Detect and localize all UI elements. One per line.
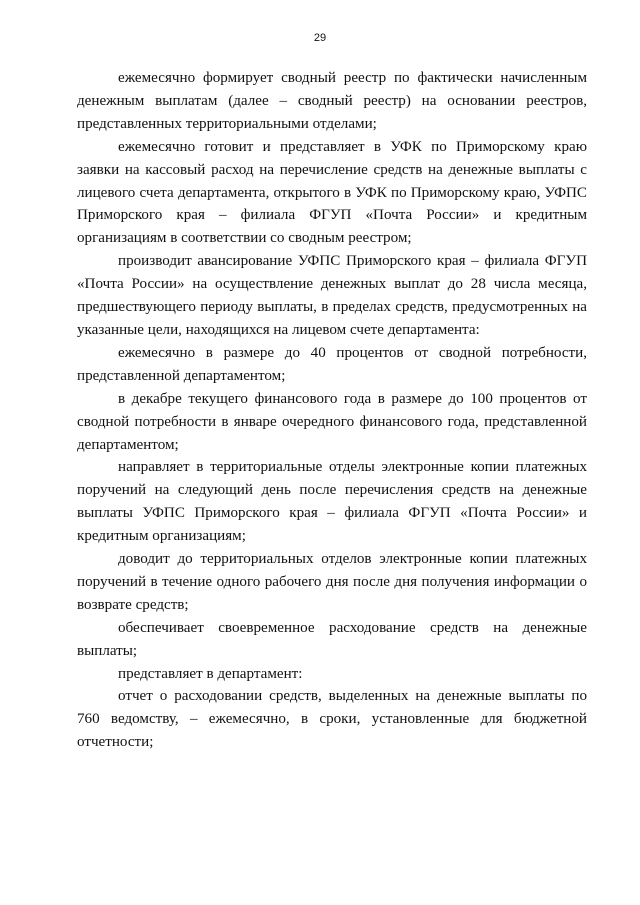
page-number: 29	[313, 32, 327, 44]
paragraph: в декабре текущего финансового года в размере до 100 процентов от сводной потребности в январе очередного финансового года, представленной департаментом;	[77, 390, 587, 453]
paragraph: ежемесячно в размере до 40 процентов от сводной потребности, представленной департаментом;	[77, 344, 587, 384]
document-body	[77, 67, 587, 754]
paragraph: доводит до территориальных отделов электронные копии платежных поручений в течение одного рабочего дня после дня получения информации о возврате средств;	[77, 551, 587, 613]
paragraph: производит авансирование УФПС Приморского края – филиала ФГУП «Почта России» на осуществление денежных выплат до 28 числа месяца, предшествующего периоду выплаты, в пределах средств, предусмотренных на указанные цели, находящихся на лицевом счете департамента:	[77, 253, 587, 338]
paragraph: ежемесячно готовит и представляет в УФК по Приморскому краю заявки на кассовый расход на перечисление средств на денежные выплаты с лицевого счета департамента, открытого в УФК по Приморскому краю, УФПС Приморского края – филиала ФГУП «Почта России» и кредитным организациям в соответствии со сводным реестром;	[77, 138, 587, 247]
paragraph: ежемесячно формирует сводный реестр по фактически начисленным денежным выплатам (далее – сводный реестр) на основании реестров, представленных территориальными отделами;	[77, 70, 587, 132]
paragraph: отчет о расходовании средств, выделенных на денежные выплаты по 760 ведомству, – ежемесячно, в сроки, установленные для бюджетной отчетности;	[77, 688, 587, 751]
paragraph: представляет в департамент:	[118, 665, 303, 682]
paragraph: направляет в территориальные отделы электронные копии платежных поручений на следующий день после перечисления средств на денежные выплаты УФПС Приморского края – филиала ФГУП «Почта России» и кредитным организациям;	[77, 459, 587, 545]
paragraph: обеспечивает своевременное расходование средств на денежные выплаты;	[77, 619, 587, 659]
